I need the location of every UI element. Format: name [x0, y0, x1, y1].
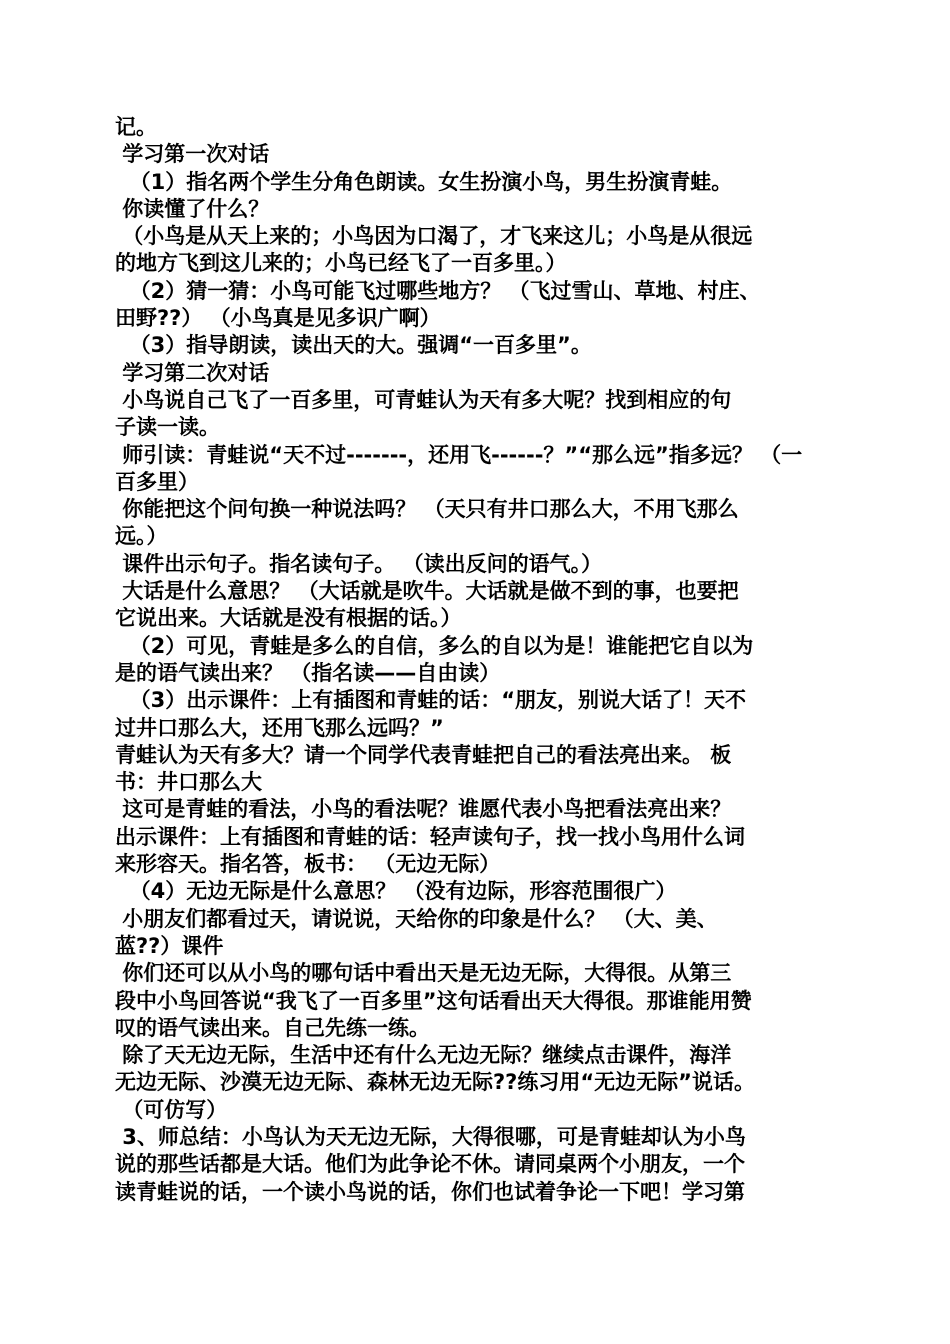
text-line: 田野??） （小鸟真是见多识广啊） [115, 306, 441, 331]
text-line: （2）猜一猜：小鸟可能飞过哪些地方？ （飞过雪山、草地、村庄、 [115, 278, 761, 303]
text-line: 叹的语气读出来。自己先练一练。 [115, 1015, 430, 1040]
text-line: 除了天无边无际，生活中还有什么无边无际？继续点击课件，海洋 [115, 1043, 732, 1068]
text-line: 记。 [115, 115, 157, 139]
text-line: 书：井口那么大 [115, 770, 262, 795]
text-line: 段中小鸟回答说“我飞了一百多里”这句话看出天大得很。那谁能用赞 [115, 988, 752, 1013]
text-line: 蓝??）课件 [115, 933, 224, 958]
text-line: （可仿写） [115, 1097, 228, 1122]
text-line: 你能把这个问句换一种说法吗？ （天只有井口那么大，不用飞那么 [115, 497, 739, 522]
text-line: 你读懂了什么？ [115, 196, 270, 221]
text-line: 它说出来。大话就是没有根据的话。） [115, 606, 462, 631]
text-line: 的地方飞到这儿来的；小鸟已经飞了一百多里。） [115, 251, 567, 276]
text-line: 百多里） [115, 469, 199, 494]
text-line: 出示课件：上有插图和青蛙的话：轻声读句子，找一找小鸟用什么词 [115, 824, 745, 849]
text-line: 说的那些话都是大话。他们为此争论不休。请同桌两个小朋友，一个 [115, 1152, 745, 1177]
text-line: 小鸟说自己飞了一百多里，可青蛙认为天有多大呢？找到相应的句 [115, 387, 732, 412]
section-heading: 学习第二次对话 [115, 360, 270, 385]
text-line: 是的语气读出来？ （指名读——自由读） [115, 660, 501, 685]
text-line: （3）指导朗读，读出天的大。强调“一百多里”。 [115, 333, 592, 358]
text-line: 大话是什么意思？ （大话就是吹牛。大话就是做不到的事，也要把 [115, 579, 739, 604]
text-line: 小朋友们都看过天，请说说，天给你的印象是什么？ （大、美、 [115, 906, 718, 931]
text-line: 过井口那么大，还用飞那么远吗？” [115, 715, 444, 740]
text-line: 读青蛙说的话，一个读小鸟说的话，你们也试着争论一下吧！学习第 [115, 1179, 745, 1204]
text-line: 青蛙认为天有多大？请一个同学代表青蛙把自己的看法亮出来。 板 [115, 742, 732, 767]
text-line: （1）指名两个学生分角色朗读。女生扮演小鸟，男生扮演青蛙。 [115, 169, 733, 194]
text-line: （4）无边无际是什么意思？ （没有边际，形容范围很广） [115, 879, 677, 904]
text-line: 这可是青蛙的看法，小鸟的看法呢？谁愿代表小鸟把看法亮出来？ [115, 797, 732, 822]
text-line: （2）可见，青蛙是多么的自信，多么的自以为是！谁能把它自以为 [115, 633, 754, 658]
text-line: （3）出示课件：上有插图和青蛙的话：“朋友，别说大话了！天不 [115, 688, 747, 713]
document-page [115, 114, 840, 1206]
section-heading: 学习第一次对话 [115, 142, 270, 167]
text-line: 子读一读。 [115, 415, 220, 440]
text-line: 课件出示句子。指名读句子。 （读出反问的语气。） [115, 551, 603, 576]
text-line: （小鸟是从天上来的；小鸟因为口渴了，才飞来这儿；小鸟是从很远 [115, 224, 753, 249]
text-line: 师引读：青蛙说“天不过-------，还用飞------？”“那么远”指多远？ （一 [115, 442, 803, 467]
text-line: 3、师总结：小鸟认为天无边无际，大得很哪，可是青蛙却认为小鸟 [115, 1124, 746, 1149]
text-line: 来形容天。指名答，板书： （无边无际） [115, 852, 501, 877]
text-line: 无边无际、沙漠无边无际、森林无边无际??练习用“无边无际”说话。 [115, 1070, 755, 1095]
text-line: 远。） [115, 524, 168, 549]
text-line: 你们还可以从小鸟的哪句话中看出天是无边无际，大得很。从第三 [115, 961, 732, 986]
